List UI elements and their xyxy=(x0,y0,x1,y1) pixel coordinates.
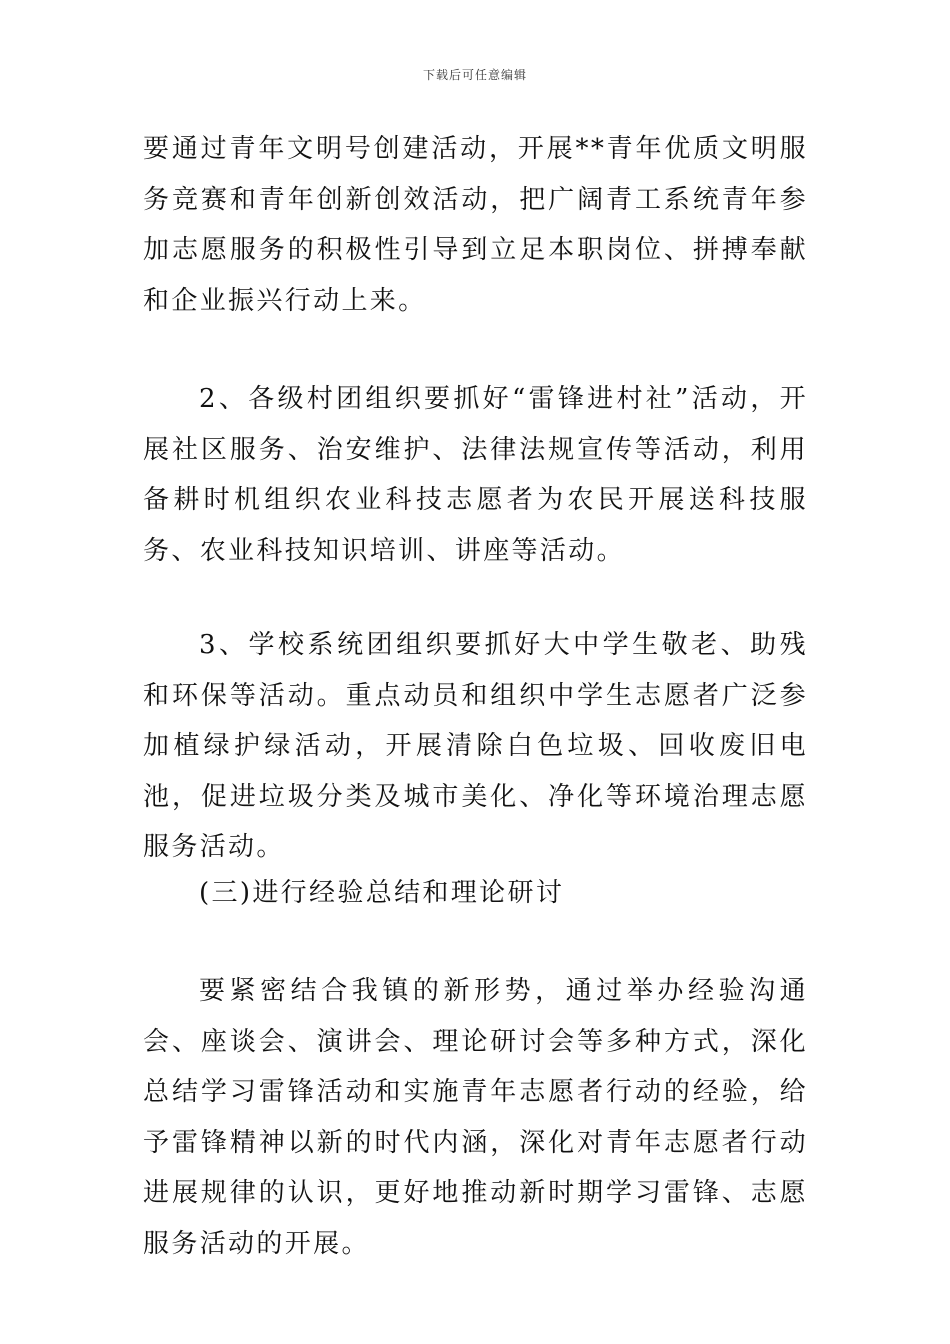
paragraph-summary: 要紧密结合我镇的新形势，通过举办经验沟通会、座谈会、演讲会、理论研讨会等多种方式，深化总结学习雷锋活动和实施青年志愿者行动的经验，给予雷锋精神以新的时代内涵，深化对青年志愿者行动进展规律的认识，更好地推动新时期学习雷锋、志愿服务活动的开展。 xyxy=(143,976,808,1259)
section-heading: (三)进行经验总结和理论研讨 xyxy=(199,878,565,908)
paragraph-item-2: 2、各级村团组织要抓好“雷锋进村社”活动，开展社区服务、治安维护、法律法规宣传等活动，利用备耕时机组织农业科技志愿者为农民开展送科技服务、农业科技知识培训、讲座等活动。 xyxy=(143,384,808,566)
paragraph-item-3: 3、学校系统团组织要抓好大中学生敬老、助残和环保等活动。重点动员和组织中学生志愿者广泛参加植绿护绿活动，开展清除白色垃圾、回收废旧电池，促进垃圾分类及城市美化、净化等环境治理志愿服务活动。 xyxy=(143,630,808,862)
paragraph-continuation: 要通过青年文明号创建活动，开展**青年优质文明服务竞赛和青年创新创效活动，把广阔青工系统青年参加志愿服务的积极性引导到立足本职岗位、拼搏奉献和企业振兴行动上来。 xyxy=(143,134,808,316)
header-note: 下载后可任意编辑 xyxy=(422,68,527,82)
